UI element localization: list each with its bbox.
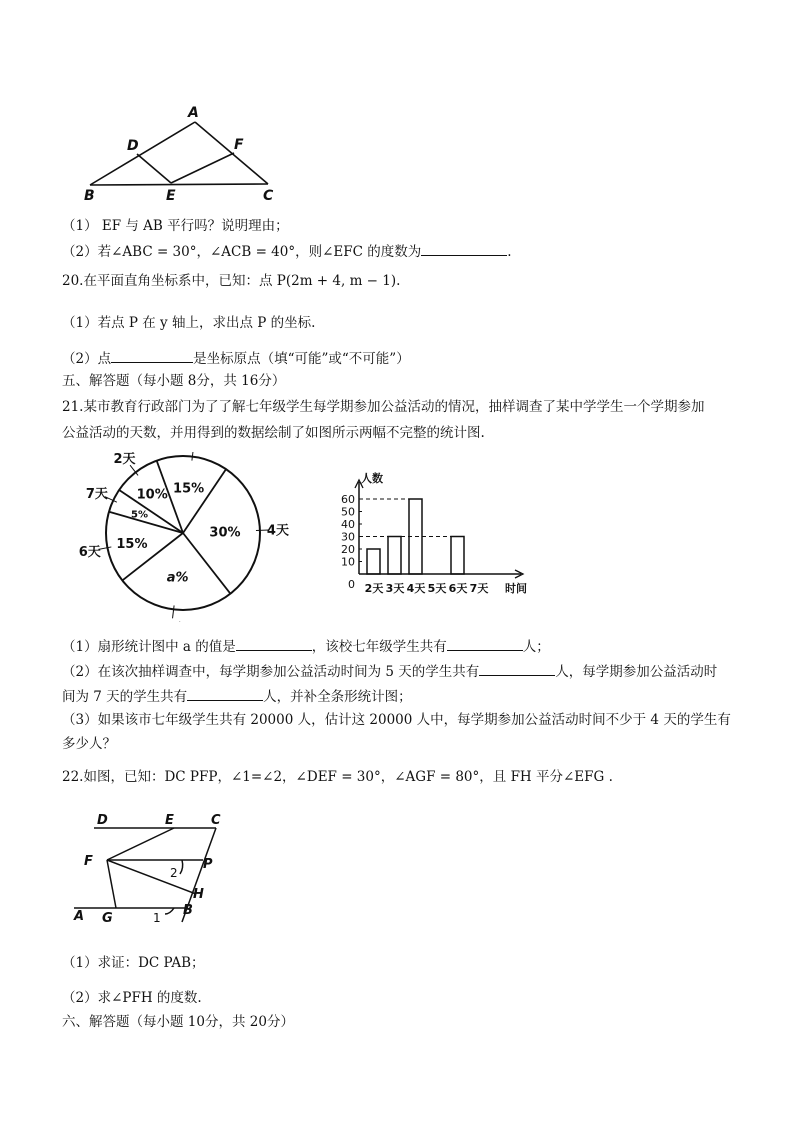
q21-part2-text2: 间为 7 天的学生共有 [62, 689, 188, 705]
bar-xtick-2: 4天 [406, 582, 426, 595]
pie-outer-label-5: 2天 [113, 452, 136, 468]
bar-ytick-0: 0 [348, 578, 355, 591]
q19-part2 [62, 241, 512, 262]
q20-part2-end: 是坐标原点（填“可能”或“不可能”） [193, 351, 410, 367]
label-D: D [127, 138, 139, 154]
label-A: A [188, 105, 199, 121]
q21-part1-text: （1）扇形统计图中 a 的值是 [62, 639, 236, 655]
pie-slice-label-2: a% [166, 570, 189, 586]
bar-ytick-3: 30 [341, 530, 355, 544]
pie-outer-label-3: 6天 [78, 545, 101, 561]
bar-ytick-4: 40 [341, 518, 355, 531]
bar-xtick-1: 3天 [385, 582, 405, 595]
label-F: F [234, 137, 244, 153]
label-E: E [166, 188, 176, 204]
pie-divider-2 [183, 533, 230, 594]
bar-ytick-6: 60 [341, 493, 355, 506]
bar-ytick-5: 50 [341, 505, 355, 519]
bar-4 [451, 537, 464, 575]
q20-part1: （1）若点 P 在 y 轴上，求出点 P 的坐标. [62, 315, 316, 331]
q22-label-C: C [211, 813, 221, 828]
bar-xtick-4: 6天 [448, 582, 468, 595]
q22-label-E: E [165, 813, 174, 828]
q20-answer-blank[interactable] [111, 348, 193, 363]
bar-1 [388, 537, 401, 575]
pie-slice-label-3: 15% [116, 536, 148, 552]
q22-label-B: B [183, 903, 193, 918]
q22-label-G: G [102, 911, 113, 926]
pie-outer-label-1: 4天 [266, 523, 289, 539]
bar-0 [367, 549, 380, 574]
section-5-heading: 五、解答题（每小题 8分，共 16分） [62, 373, 286, 389]
q21-part2-mid: 人，每学期参加公益活动时 [555, 664, 718, 680]
pie-divider-1 [183, 469, 226, 533]
q19-part2-end: . [507, 244, 512, 260]
pie-slice-label-5: 10% [136, 487, 168, 503]
q21-blank-total[interactable] [447, 636, 523, 651]
q21-part1-end: 人； [522, 639, 550, 655]
q22-label-F: F [84, 854, 93, 869]
q22-stem: 22.如图，已知：DC PFP，∠1=∠2，∠DEF = 30°，∠AGF = 80°，且 FH 平分∠EFG . [62, 769, 613, 785]
q21-part2-line1 [62, 661, 717, 682]
pie-slice-label-4: 5% [131, 509, 148, 521]
bar-ylabel: 人数 [361, 472, 383, 485]
q22-angle-2: 2 [170, 866, 178, 880]
q21-blank-5days[interactable] [479, 661, 555, 676]
q21-part2-end: 人，并补全条形统计图； [263, 689, 412, 705]
q22-label-H: H [193, 887, 204, 902]
q19-part1: （1） EF 与 AB 平行吗？说明理由； [62, 218, 289, 234]
q21-part1-mid: ，该校七年级学生共有 [311, 639, 447, 655]
q20-stem: 20.在平面直角坐标系中，已知：点 P(2m + 4, m − 1). [62, 273, 401, 289]
q21-part1 [62, 636, 550, 657]
q20-part2 [62, 348, 410, 369]
q20-part2-text: （2）点 [62, 351, 112, 367]
q19-answer-blank[interactable] [421, 241, 507, 256]
bar-ytick-1: 10 [341, 555, 355, 569]
pie-outer-label-2 [160, 621, 182, 622]
q22-label-A: A [74, 909, 85, 924]
q21-blank-7days[interactable] [187, 686, 263, 701]
q22-part2: （2）求∠PFH 的度数. [62, 990, 202, 1006]
pie-slice-label-1: 30% [209, 525, 241, 541]
q21-part3-line2: 多少人？ [62, 736, 116, 752]
bar-ytick-2: 20 [341, 543, 355, 556]
pie-slice-label-0: 15% [173, 481, 205, 497]
bar-xtick-5: 7天 [469, 582, 489, 595]
q19-part2-text: （2）若∠ABC = 30°，∠ACB = 40°，则∠EFC 的度数为 [62, 244, 422, 260]
label-B: B [84, 188, 95, 204]
q21-part2-line2 [62, 686, 412, 707]
q21-part3-line1: （3）如果该市七年级学生共有 20000 人，估计这 20000 人中，每学期参加公益活动时间不少于 4 天的学生有 [62, 712, 731, 728]
pie-leader-2 [173, 605, 175, 618]
q22-label-D: D [97, 813, 108, 828]
q22-label-P: P [203, 857, 213, 872]
bar-chart [325, 472, 550, 602]
pie-outer-label-4: 7天 [85, 486, 108, 502]
bar-xtick-3: 5天 [427, 582, 447, 595]
q21-stem-line1: 21.某市教育行政部门为了了解七年级学生每学期参加公益活动的情况，抽样调查了某中学学生一个学期参加 [62, 399, 705, 415]
label-C: C [263, 188, 274, 204]
q21-stem-line2: 公益活动的天数，并用得到的数据绘制了如图所示两幅不完整的统计图. [62, 425, 485, 441]
section-6-heading: 六、解答题（每小题 10分，共 20分） [62, 1014, 294, 1030]
q21-part2-text: （2）在该次抽样调查中，每学期参加公益活动时间为 5 天的学生共有 [62, 664, 480, 680]
geometry-figure-q22 [70, 810, 240, 935]
bar-xtick-0: 2天 [364, 582, 384, 595]
q22-part1: （1）求证：DC PAB； [62, 955, 205, 971]
q22-angle-1: 1 [153, 911, 161, 925]
bar-xlabel: 时间 [505, 582, 527, 595]
triangle-figure-q19 [78, 100, 298, 205]
pie-chart [70, 452, 290, 622]
q21-blank-a[interactable] [236, 636, 312, 651]
